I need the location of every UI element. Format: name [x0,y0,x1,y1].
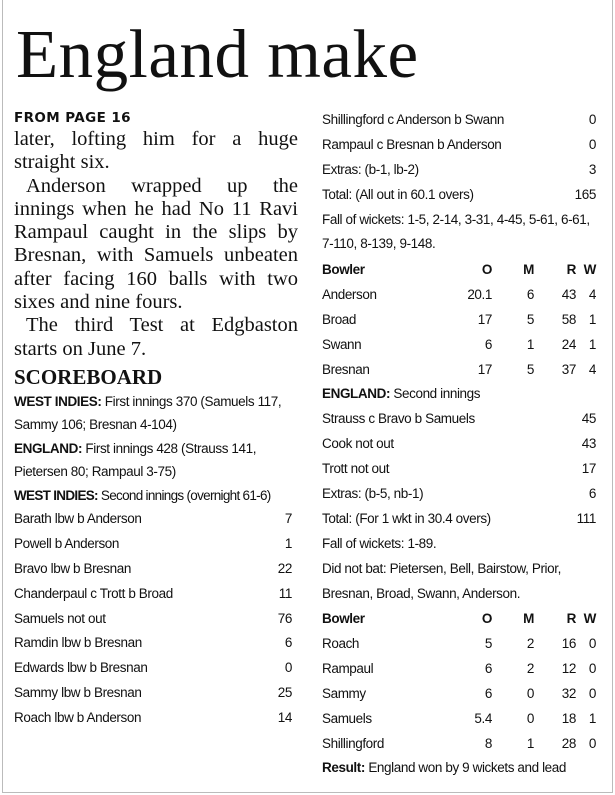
batting-row [14,607,298,632]
bowling-figure: 20.1 [467,287,492,303]
story-paragraph: later, lofting him for a huge straight six. [14,128,298,174]
bowling-figure: 8 [484,736,492,752]
wi-first-innings [14,390,298,437]
runs-value: 45 [581,411,596,427]
bowling-header: W [583,611,596,627]
bowling-figure: 6 [484,686,492,702]
innings-summary: First innings 428 (Strauss 141, Pietersen 80; Rampaul 3-75) [14,440,257,480]
bowling-figure: 5.4 [474,711,492,727]
total-row [322,183,598,208]
match-result [322,756,598,781]
batsman-dismissal: Bravo lbw b Bresnan [14,560,131,576]
eng-first-innings [14,437,298,484]
extras-value: 6 [588,485,596,501]
england-bowling-table [322,257,598,382]
runs-value: 17 [581,461,596,477]
total-label: Total: (All out in 60.1 overs) [322,186,474,202]
extras-row [322,158,598,183]
batting-row [14,681,298,706]
bowling-figure: 43 [561,287,576,303]
bowling-figure: 0 [588,661,596,677]
bowling-figure: 18 [561,711,576,727]
bowling-figure: 37 [561,362,576,378]
extras-value: 3 [588,161,596,177]
batting-row [14,582,298,607]
innings-summary: Second innings (overnight 61-6) [97,487,271,503]
batsman-dismissal: Chanderpaul c Trott b Broad [14,585,173,601]
team-label: WEST INDIES: [14,393,102,409]
left-column [14,108,298,731]
bowling-figure: 2 [526,661,534,677]
extras-label: Extras: (b-1, lb-2) [322,161,419,177]
batsman-dismissal: Trott not out [322,461,390,477]
bowling-figure: 16 [561,636,576,652]
bowling-figure: 0 [526,711,534,727]
runs-value: 0 [588,112,596,127]
team-label: ENGLAND: [14,440,83,456]
batting-row [322,457,598,482]
batting-row [14,507,298,532]
bowling-figure: 1 [526,337,534,353]
bowler-name: Swann [322,337,362,353]
fall-of-wickets: Fall of wickets: 1-5, 2-14, 3-31, 4-45, 5-61, 6-61, 7-110, 8-139, 9-148. [322,211,590,252]
bowling-header: O [481,611,492,627]
bowler-name: Rampaul [322,661,374,677]
story-paragraph: Anderson wrapped up the innings when he had No 11 Ravi Rampaul caught in the slips by Bresnan, with Samuels unbeaten after facing 160 balls with two sixes and nine fours. [14,174,298,314]
batting-row [322,407,598,432]
bowler-name: Broad [322,312,357,328]
did-not-bat: Did not bat: Pietersen, Bell, Bairstow, Prior, Bresnan, Broad, Swann, Anderson. [322,560,561,601]
extras-label: Extras: (b-5, nb-1) [322,485,424,501]
bowling-figure: 12 [561,661,576,677]
bowling-header: M [523,611,534,627]
bowling-figure: 6 [526,287,534,303]
bowling-figure: 0 [588,736,596,752]
total-value: 165 [574,186,596,202]
bowling-header: R [566,611,576,627]
batting-row [14,532,298,557]
bowling-figure: 1 [526,736,534,752]
bowling-figure: 28 [561,736,576,752]
result-text: England won by 9 wickets and lead [364,760,567,776]
batsman-dismissal: Strauss c Bravo b Samuels [322,411,475,427]
bowling-figure: 1 [588,312,596,328]
wi-second-innings [14,484,298,507]
runs-value: 11 [278,585,292,601]
runs-value: 76 [277,610,292,626]
bowling-figure: 4 [588,362,596,378]
bowling-figure: 1 [588,711,596,727]
bowling-header: R [566,262,576,278]
wi-batting-list [14,507,298,731]
batsman-dismissal: Cook not out [322,436,394,452]
bowling-figure: 58 [561,312,576,328]
batting-row [14,706,298,731]
batsman-dismissal: Sammy lbw b Bresnan [14,685,142,701]
batting-row [14,631,298,656]
batsman-dismissal: Roach lbw b Anderson [14,710,142,726]
total-value: 111 [576,510,596,526]
scoreboard-heading: SCOREBOARD [14,364,163,389]
headline: England make [16,16,419,92]
runs-value: 14 [277,710,292,726]
runs-value: 22 [277,560,292,576]
bowler-name: Bresnan [322,362,370,378]
eng-batting-list [322,407,598,482]
west-indies-bowling-table [322,606,598,756]
bowling-figure: 0 [526,686,534,702]
bowling-figure: 0 [588,686,596,702]
batsman-dismissal: Rampaul c Bresnan b Anderson [322,136,502,152]
bowler-name: Samuels [322,711,372,727]
runs-value: 43 [581,436,596,452]
runs-value: 1 [284,535,292,551]
bowling-figure: 2 [526,636,534,652]
bowling-header: Bowler [322,262,365,278]
bowling-figure: 17 [477,362,492,378]
bowling-header: W [583,262,596,278]
bowler-name: Shillingford [322,736,384,752]
extras-row [322,482,598,507]
bowling-figure: 24 [561,337,576,353]
bowling-figure: 1 [588,337,596,353]
team-label: WEST INDIES: [14,487,98,503]
batting-row [14,656,298,681]
wi-batting-list-continued [322,108,598,158]
bowling-figure: 5 [484,636,492,652]
bowling-figure: 0 [588,636,596,652]
runs-value: 7 [284,511,292,526]
batting-row [322,133,598,158]
batting-row [322,108,598,133]
story-paragraph: The third Test at Edgbaston starts on June 7. [14,314,298,360]
innings-summary: Second innings [390,386,481,402]
runs-value: 0 [284,660,292,676]
batting-row [14,557,298,582]
right-column [322,108,598,781]
batting-row [322,432,598,457]
batsman-dismissal: Edwards lbw b Bresnan [14,660,148,676]
result-label: Result: [322,760,365,776]
total-label: Total: (For 1 wkt in 30.4 overs) [322,510,491,526]
team-label: ENGLAND: [322,386,391,402]
bowling-figure: 6 [484,661,492,677]
bowler-name: Sammy [322,686,366,702]
eng-second-innings [322,382,598,407]
bowling-figure: 6 [484,337,492,353]
batsman-dismissal: Samuels not out [14,610,106,626]
total-row [322,507,598,532]
runs-value: 6 [284,635,292,651]
bowling-figure: 5 [526,312,534,328]
bowler-name: Roach [322,636,360,652]
bowling-header: Bowler [322,611,365,627]
bowling-figure: 32 [561,686,576,702]
batsman-dismissal: Powell b Anderson [14,535,120,551]
bowling-header: M [523,262,534,278]
batsman-dismissal: Barath lbw b Anderson [14,511,142,526]
bowling-header: O [481,262,492,278]
bowling-figure: 17 [477,312,492,328]
bowling-figure: 4 [588,287,596,303]
fall-of-wickets: Fall of wickets: 1-89. [322,535,437,551]
batsman-dismissal: Shillingford c Anderson b Swann [322,112,504,127]
bowling-figure: 5 [526,362,534,378]
continued-from-label: FROM PAGE 16 [14,110,131,126]
runs-value: 25 [277,685,292,701]
innings-summary: First innings 370 (Samuels 117, Sammy 106; Bresnan 4-104) [14,393,282,433]
runs-value: 0 [588,136,596,152]
bowler-name: Anderson [322,287,377,303]
batsman-dismissal: Ramdin lbw b Bresnan [14,635,142,651]
